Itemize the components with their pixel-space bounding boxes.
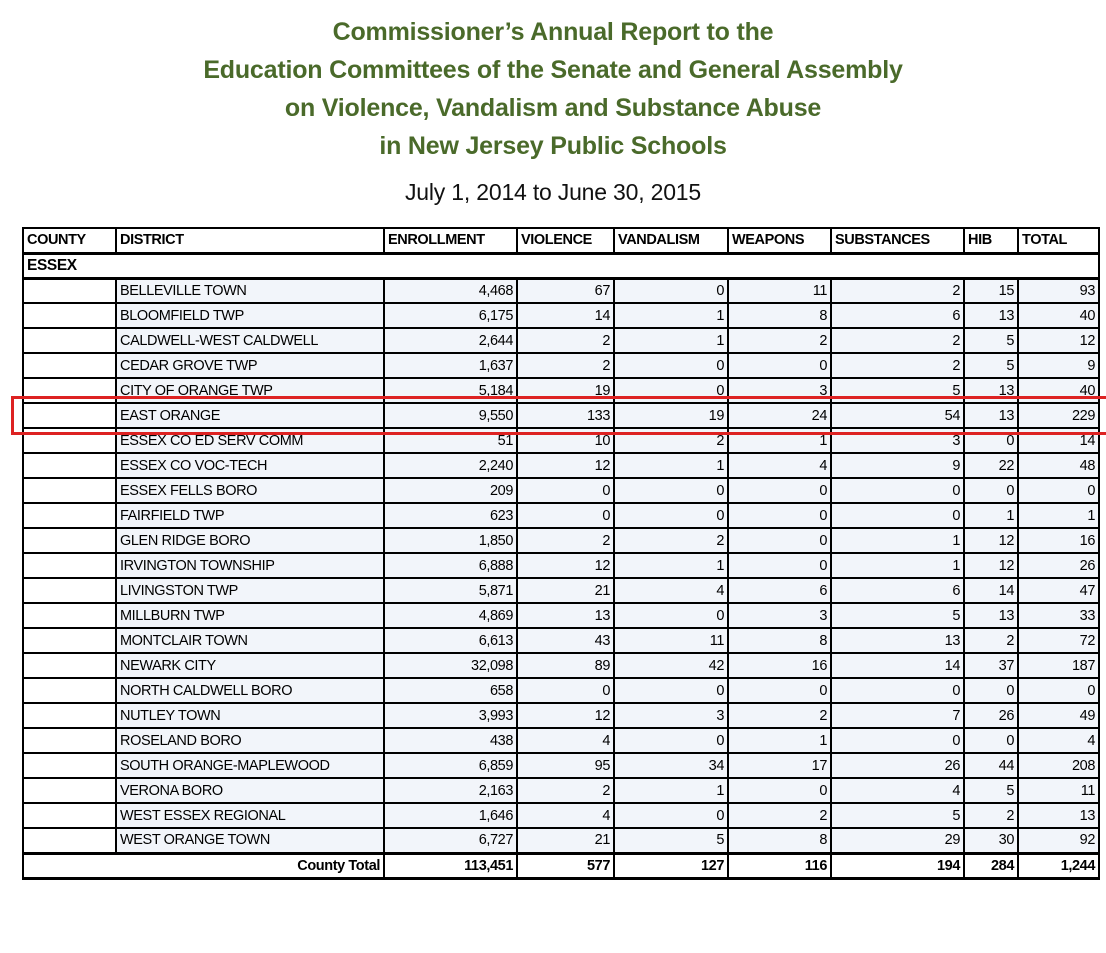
cell-district: CITY OF ORANGE TWP <box>116 378 384 403</box>
cell-substances: 5 <box>831 603 964 628</box>
table-row <box>23 728 1099 753</box>
cell-substances: 14 <box>831 653 964 678</box>
cell-enrollment: 1,850 <box>384 528 517 553</box>
cell-enrollment: 438 <box>384 728 517 753</box>
cell-enrollment: 6,859 <box>384 753 517 778</box>
cell-weapons: 24 <box>728 403 831 428</box>
cell-county <box>23 653 116 678</box>
cell-district: CEDAR GROVE TWP <box>116 353 384 378</box>
column-header-weapons: WEAPONS <box>728 228 831 253</box>
county-total-enrollment: 113,451 <box>384 853 517 878</box>
cell-substances: 4 <box>831 778 964 803</box>
cell-total: 11 <box>1018 778 1099 803</box>
cell-district: ESSEX CO ED SERV COMM <box>116 428 384 453</box>
cell-enrollment: 5,184 <box>384 378 517 403</box>
table-body <box>23 253 1099 853</box>
cell-violence: 13 <box>517 603 614 628</box>
cell-violence: 19 <box>517 378 614 403</box>
county-total-vandalism: 127 <box>614 853 728 878</box>
table-row <box>23 353 1099 378</box>
county-group-row <box>23 253 1099 278</box>
cell-weapons: 0 <box>728 778 831 803</box>
cell-enrollment: 4,468 <box>384 278 517 303</box>
cell-total: 47 <box>1018 578 1099 603</box>
table-row <box>23 803 1099 828</box>
cell-county <box>23 528 116 553</box>
cell-violence: 133 <box>517 403 614 428</box>
table-row <box>23 428 1099 453</box>
county-total-row <box>23 853 1099 878</box>
cell-weapons: 8 <box>728 828 831 853</box>
table-row <box>23 603 1099 628</box>
table-row <box>23 828 1099 853</box>
table-row <box>23 678 1099 703</box>
table-row <box>23 528 1099 553</box>
cell-violence: 2 <box>517 328 614 353</box>
cell-enrollment: 9,550 <box>384 403 517 428</box>
cell-vandalism: 42 <box>614 653 728 678</box>
cell-enrollment: 6,175 <box>384 303 517 328</box>
cell-substances: 1 <box>831 528 964 553</box>
cell-violence: 0 <box>517 678 614 703</box>
cell-violence: 89 <box>517 653 614 678</box>
cell-hib: 0 <box>964 478 1018 503</box>
cell-enrollment: 6,613 <box>384 628 517 653</box>
cell-substances: 13 <box>831 628 964 653</box>
cell-weapons: 0 <box>728 678 831 703</box>
cell-enrollment: 6,727 <box>384 828 517 853</box>
cell-vandalism: 1 <box>614 553 728 578</box>
cell-county <box>23 678 116 703</box>
cell-county <box>23 303 116 328</box>
cell-district: EAST ORANGE <box>116 403 384 428</box>
cell-district: FAIRFIELD TWP <box>116 503 384 528</box>
cell-enrollment: 2,163 <box>384 778 517 803</box>
cell-substances: 6 <box>831 303 964 328</box>
county-group-label: ESSEX <box>23 253 1099 278</box>
cell-substances: 26 <box>831 753 964 778</box>
cell-violence: 10 <box>517 428 614 453</box>
cell-violence: 95 <box>517 753 614 778</box>
cell-violence: 12 <box>517 553 614 578</box>
cell-violence: 0 <box>517 503 614 528</box>
cell-substances: 0 <box>831 728 964 753</box>
table-row <box>23 278 1099 303</box>
column-header-substances: SUBSTANCES <box>831 228 964 253</box>
column-header-violence: VIOLENCE <box>517 228 614 253</box>
cell-county <box>23 553 116 578</box>
cell-district: LIVINGSTON TWP <box>116 578 384 603</box>
cell-vandalism: 1 <box>614 453 728 478</box>
cell-total: 13 <box>1018 803 1099 828</box>
cell-hib: 2 <box>964 628 1018 653</box>
cell-district: BELLEVILLE TOWN <box>116 278 384 303</box>
cell-total: 0 <box>1018 478 1099 503</box>
cell-district: GLEN RIDGE BORO <box>116 528 384 553</box>
cell-county <box>23 603 116 628</box>
cell-substances: 2 <box>831 353 964 378</box>
cell-substances: 9 <box>831 453 964 478</box>
cell-hib: 1 <box>964 503 1018 528</box>
cell-weapons: 0 <box>728 353 831 378</box>
cell-county <box>23 503 116 528</box>
county-total-substances: 194 <box>831 853 964 878</box>
cell-weapons: 0 <box>728 478 831 503</box>
cell-vandalism: 1 <box>614 778 728 803</box>
cell-county <box>23 753 116 778</box>
cell-vandalism: 0 <box>614 378 728 403</box>
cell-county <box>23 703 116 728</box>
cell-violence: 4 <box>517 728 614 753</box>
county-total-total: 1,244 <box>1018 853 1099 878</box>
cell-district: NUTLEY TOWN <box>116 703 384 728</box>
cell-violence: 21 <box>517 828 614 853</box>
cell-district: ROSELAND BORO <box>116 728 384 753</box>
cell-substances: 2 <box>831 328 964 353</box>
cell-weapons: 16 <box>728 653 831 678</box>
county-total-weapons: 116 <box>728 853 831 878</box>
table-row <box>23 503 1099 528</box>
cell-weapons: 0 <box>728 553 831 578</box>
cell-county <box>23 828 116 853</box>
cell-violence: 67 <box>517 278 614 303</box>
cell-vandalism: 0 <box>614 353 728 378</box>
cell-weapons: 1 <box>728 728 831 753</box>
cell-vandalism: 2 <box>614 528 728 553</box>
cell-county <box>23 478 116 503</box>
table-row <box>23 403 1099 428</box>
table-row <box>23 553 1099 578</box>
cell-vandalism: 2 <box>614 428 728 453</box>
table-row <box>23 653 1099 678</box>
column-header-total: TOTAL <box>1018 228 1099 253</box>
cell-weapons: 3 <box>728 378 831 403</box>
cell-hib: 13 <box>964 603 1018 628</box>
cell-hib: 22 <box>964 453 1018 478</box>
cell-total: 229 <box>1018 403 1099 428</box>
cell-enrollment: 623 <box>384 503 517 528</box>
cell-vandalism: 0 <box>614 503 728 528</box>
cell-violence: 2 <box>517 353 614 378</box>
cell-weapons: 11 <box>728 278 831 303</box>
cell-district: CALDWELL-WEST CALDWELL <box>116 328 384 353</box>
cell-violence: 43 <box>517 628 614 653</box>
cell-vandalism: 0 <box>614 803 728 828</box>
cell-vandalism: 0 <box>614 678 728 703</box>
cell-enrollment: 51 <box>384 428 517 453</box>
cell-total: 208 <box>1018 753 1099 778</box>
county-total-hib: 284 <box>964 853 1018 878</box>
cell-weapons: 1 <box>728 428 831 453</box>
report-title-line-3: on Violence, Vandalism and Substance Abuse <box>284 94 822 122</box>
cell-substances: 3 <box>831 428 964 453</box>
cell-violence: 2 <box>517 778 614 803</box>
cell-vandalism: 34 <box>614 753 728 778</box>
cell-total: 49 <box>1018 703 1099 728</box>
cell-hib: 0 <box>964 428 1018 453</box>
cell-district: NORTH CALDWELL BORO <box>116 678 384 703</box>
cell-substances: 2 <box>831 278 964 303</box>
cell-weapons: 6 <box>728 578 831 603</box>
cell-vandalism: 1 <box>614 328 728 353</box>
cell-violence: 12 <box>517 453 614 478</box>
cell-county <box>23 453 116 478</box>
cell-enrollment: 1,646 <box>384 803 517 828</box>
cell-substances: 5 <box>831 803 964 828</box>
column-header-district: DISTRICT <box>116 228 384 253</box>
cell-hib: 13 <box>964 378 1018 403</box>
cell-district: WEST ORANGE TOWN <box>116 828 384 853</box>
cell-hib: 0 <box>964 678 1018 703</box>
cell-weapons: 0 <box>728 528 831 553</box>
cell-vandalism: 1 <box>614 303 728 328</box>
cell-weapons: 0 <box>728 503 831 528</box>
cell-district: SOUTH ORANGE-MAPLEWOOD <box>116 753 384 778</box>
cell-district: MILLBURN TWP <box>116 603 384 628</box>
cell-substances: 1 <box>831 553 964 578</box>
cell-total: 4 <box>1018 728 1099 753</box>
cell-violence: 14 <box>517 303 614 328</box>
cell-district: WEST ESSEX REGIONAL <box>116 803 384 828</box>
cell-total: 12 <box>1018 328 1099 353</box>
table-row <box>23 328 1099 353</box>
cell-total: 16 <box>1018 528 1099 553</box>
cell-violence: 4 <box>517 803 614 828</box>
table-row <box>23 753 1099 778</box>
cell-district: IRVINGTON TOWNSHIP <box>116 553 384 578</box>
table-row <box>23 628 1099 653</box>
incident-report-table <box>22 227 1100 880</box>
cell-total: 40 <box>1018 378 1099 403</box>
county-total-violence: 577 <box>517 853 614 878</box>
cell-district: NEWARK CITY <box>116 653 384 678</box>
cell-district: ESSEX CO VOC-TECH <box>116 453 384 478</box>
column-header-vandalism: VANDALISM <box>614 228 728 253</box>
report-title-line-1: Commissioner’s Annual Report to the <box>332 18 774 46</box>
cell-total: 9 <box>1018 353 1099 378</box>
cell-hib: 5 <box>964 328 1018 353</box>
report-title-line-2: Education Committees of the Senate and General Assembly <box>203 56 903 84</box>
cell-hib: 30 <box>964 828 1018 853</box>
cell-county <box>23 578 116 603</box>
cell-hib: 44 <box>964 753 1018 778</box>
cell-enrollment: 1,637 <box>384 353 517 378</box>
column-header-enrollment: ENROLLMENT <box>384 228 517 253</box>
cell-vandalism: 0 <box>614 478 728 503</box>
cell-district: BLOOMFIELD TWP <box>116 303 384 328</box>
cell-county <box>23 803 116 828</box>
cell-county <box>23 428 116 453</box>
cell-total: 187 <box>1018 653 1099 678</box>
table-row <box>23 478 1099 503</box>
cell-district: ESSEX FELLS BORO <box>116 478 384 503</box>
cell-total: 92 <box>1018 828 1099 853</box>
cell-total: 14 <box>1018 428 1099 453</box>
cell-vandalism: 11 <box>614 628 728 653</box>
cell-weapons: 8 <box>728 303 831 328</box>
column-header-county: COUNTY <box>23 228 116 253</box>
cell-vandalism: 19 <box>614 403 728 428</box>
table-row <box>23 778 1099 803</box>
cell-weapons: 4 <box>728 453 831 478</box>
cell-county <box>23 278 116 303</box>
cell-hib: 13 <box>964 303 1018 328</box>
cell-hib: 5 <box>964 778 1018 803</box>
cell-hib: 12 <box>964 528 1018 553</box>
table-row <box>23 378 1099 403</box>
cell-violence: 12 <box>517 703 614 728</box>
cell-total: 48 <box>1018 453 1099 478</box>
cell-substances: 29 <box>831 828 964 853</box>
cell-violence: 2 <box>517 528 614 553</box>
cell-vandalism: 3 <box>614 703 728 728</box>
cell-enrollment: 6,888 <box>384 553 517 578</box>
cell-enrollment: 32,098 <box>384 653 517 678</box>
cell-weapons: 2 <box>728 703 831 728</box>
cell-county <box>23 628 116 653</box>
cell-substances: 0 <box>831 678 964 703</box>
cell-county <box>23 328 116 353</box>
cell-county <box>23 378 116 403</box>
cell-hib: 15 <box>964 278 1018 303</box>
column-header-hib: HIB <box>964 228 1018 253</box>
report-title-line-4: in New Jersey Public Schools <box>379 132 727 160</box>
cell-weapons: 3 <box>728 603 831 628</box>
table-row <box>23 703 1099 728</box>
cell-enrollment: 5,871 <box>384 578 517 603</box>
cell-vandalism: 4 <box>614 578 728 603</box>
cell-total: 1 <box>1018 503 1099 528</box>
table-row <box>23 578 1099 603</box>
cell-vandalism: 0 <box>614 278 728 303</box>
cell-weapons: 2 <box>728 803 831 828</box>
cell-weapons: 17 <box>728 753 831 778</box>
cell-enrollment: 658 <box>384 678 517 703</box>
cell-enrollment: 2,240 <box>384 453 517 478</box>
table-header-row <box>23 228 1099 253</box>
cell-district: VERONA BORO <box>116 778 384 803</box>
report-header <box>0 0 1106 206</box>
cell-substances: 54 <box>831 403 964 428</box>
cell-county <box>23 403 116 428</box>
cell-substances: 5 <box>831 378 964 403</box>
table-row <box>23 453 1099 478</box>
cell-enrollment: 209 <box>384 478 517 503</box>
cell-total: 33 <box>1018 603 1099 628</box>
cell-weapons: 8 <box>728 628 831 653</box>
cell-total: 0 <box>1018 678 1099 703</box>
cell-substances: 7 <box>831 703 964 728</box>
cell-substances: 6 <box>831 578 964 603</box>
cell-hib: 2 <box>964 803 1018 828</box>
cell-total: 26 <box>1018 553 1099 578</box>
cell-total: 40 <box>1018 303 1099 328</box>
cell-enrollment: 3,993 <box>384 703 517 728</box>
cell-hib: 5 <box>964 353 1018 378</box>
cell-weapons: 2 <box>728 328 831 353</box>
cell-vandalism: 0 <box>614 603 728 628</box>
cell-violence: 0 <box>517 478 614 503</box>
cell-county <box>23 778 116 803</box>
cell-substances: 0 <box>831 503 964 528</box>
cell-hib: 26 <box>964 703 1018 728</box>
cell-district: MONTCLAIR TOWN <box>116 628 384 653</box>
cell-hib: 0 <box>964 728 1018 753</box>
cell-hib: 12 <box>964 553 1018 578</box>
cell-total: 72 <box>1018 628 1099 653</box>
cell-vandalism: 0 <box>614 728 728 753</box>
cell-total: 93 <box>1018 278 1099 303</box>
report-date-range: July 1, 2014 to June 30, 2015 <box>405 179 701 205</box>
cell-enrollment: 2,644 <box>384 328 517 353</box>
cell-enrollment: 4,869 <box>384 603 517 628</box>
cell-county <box>23 353 116 378</box>
cell-violence: 21 <box>517 578 614 603</box>
cell-hib: 13 <box>964 403 1018 428</box>
county-total-label: County Total <box>23 853 384 878</box>
cell-county <box>23 728 116 753</box>
cell-substances: 0 <box>831 478 964 503</box>
cell-hib: 37 <box>964 653 1018 678</box>
cell-vandalism: 5 <box>614 828 728 853</box>
table-row <box>23 303 1099 328</box>
cell-hib: 14 <box>964 578 1018 603</box>
